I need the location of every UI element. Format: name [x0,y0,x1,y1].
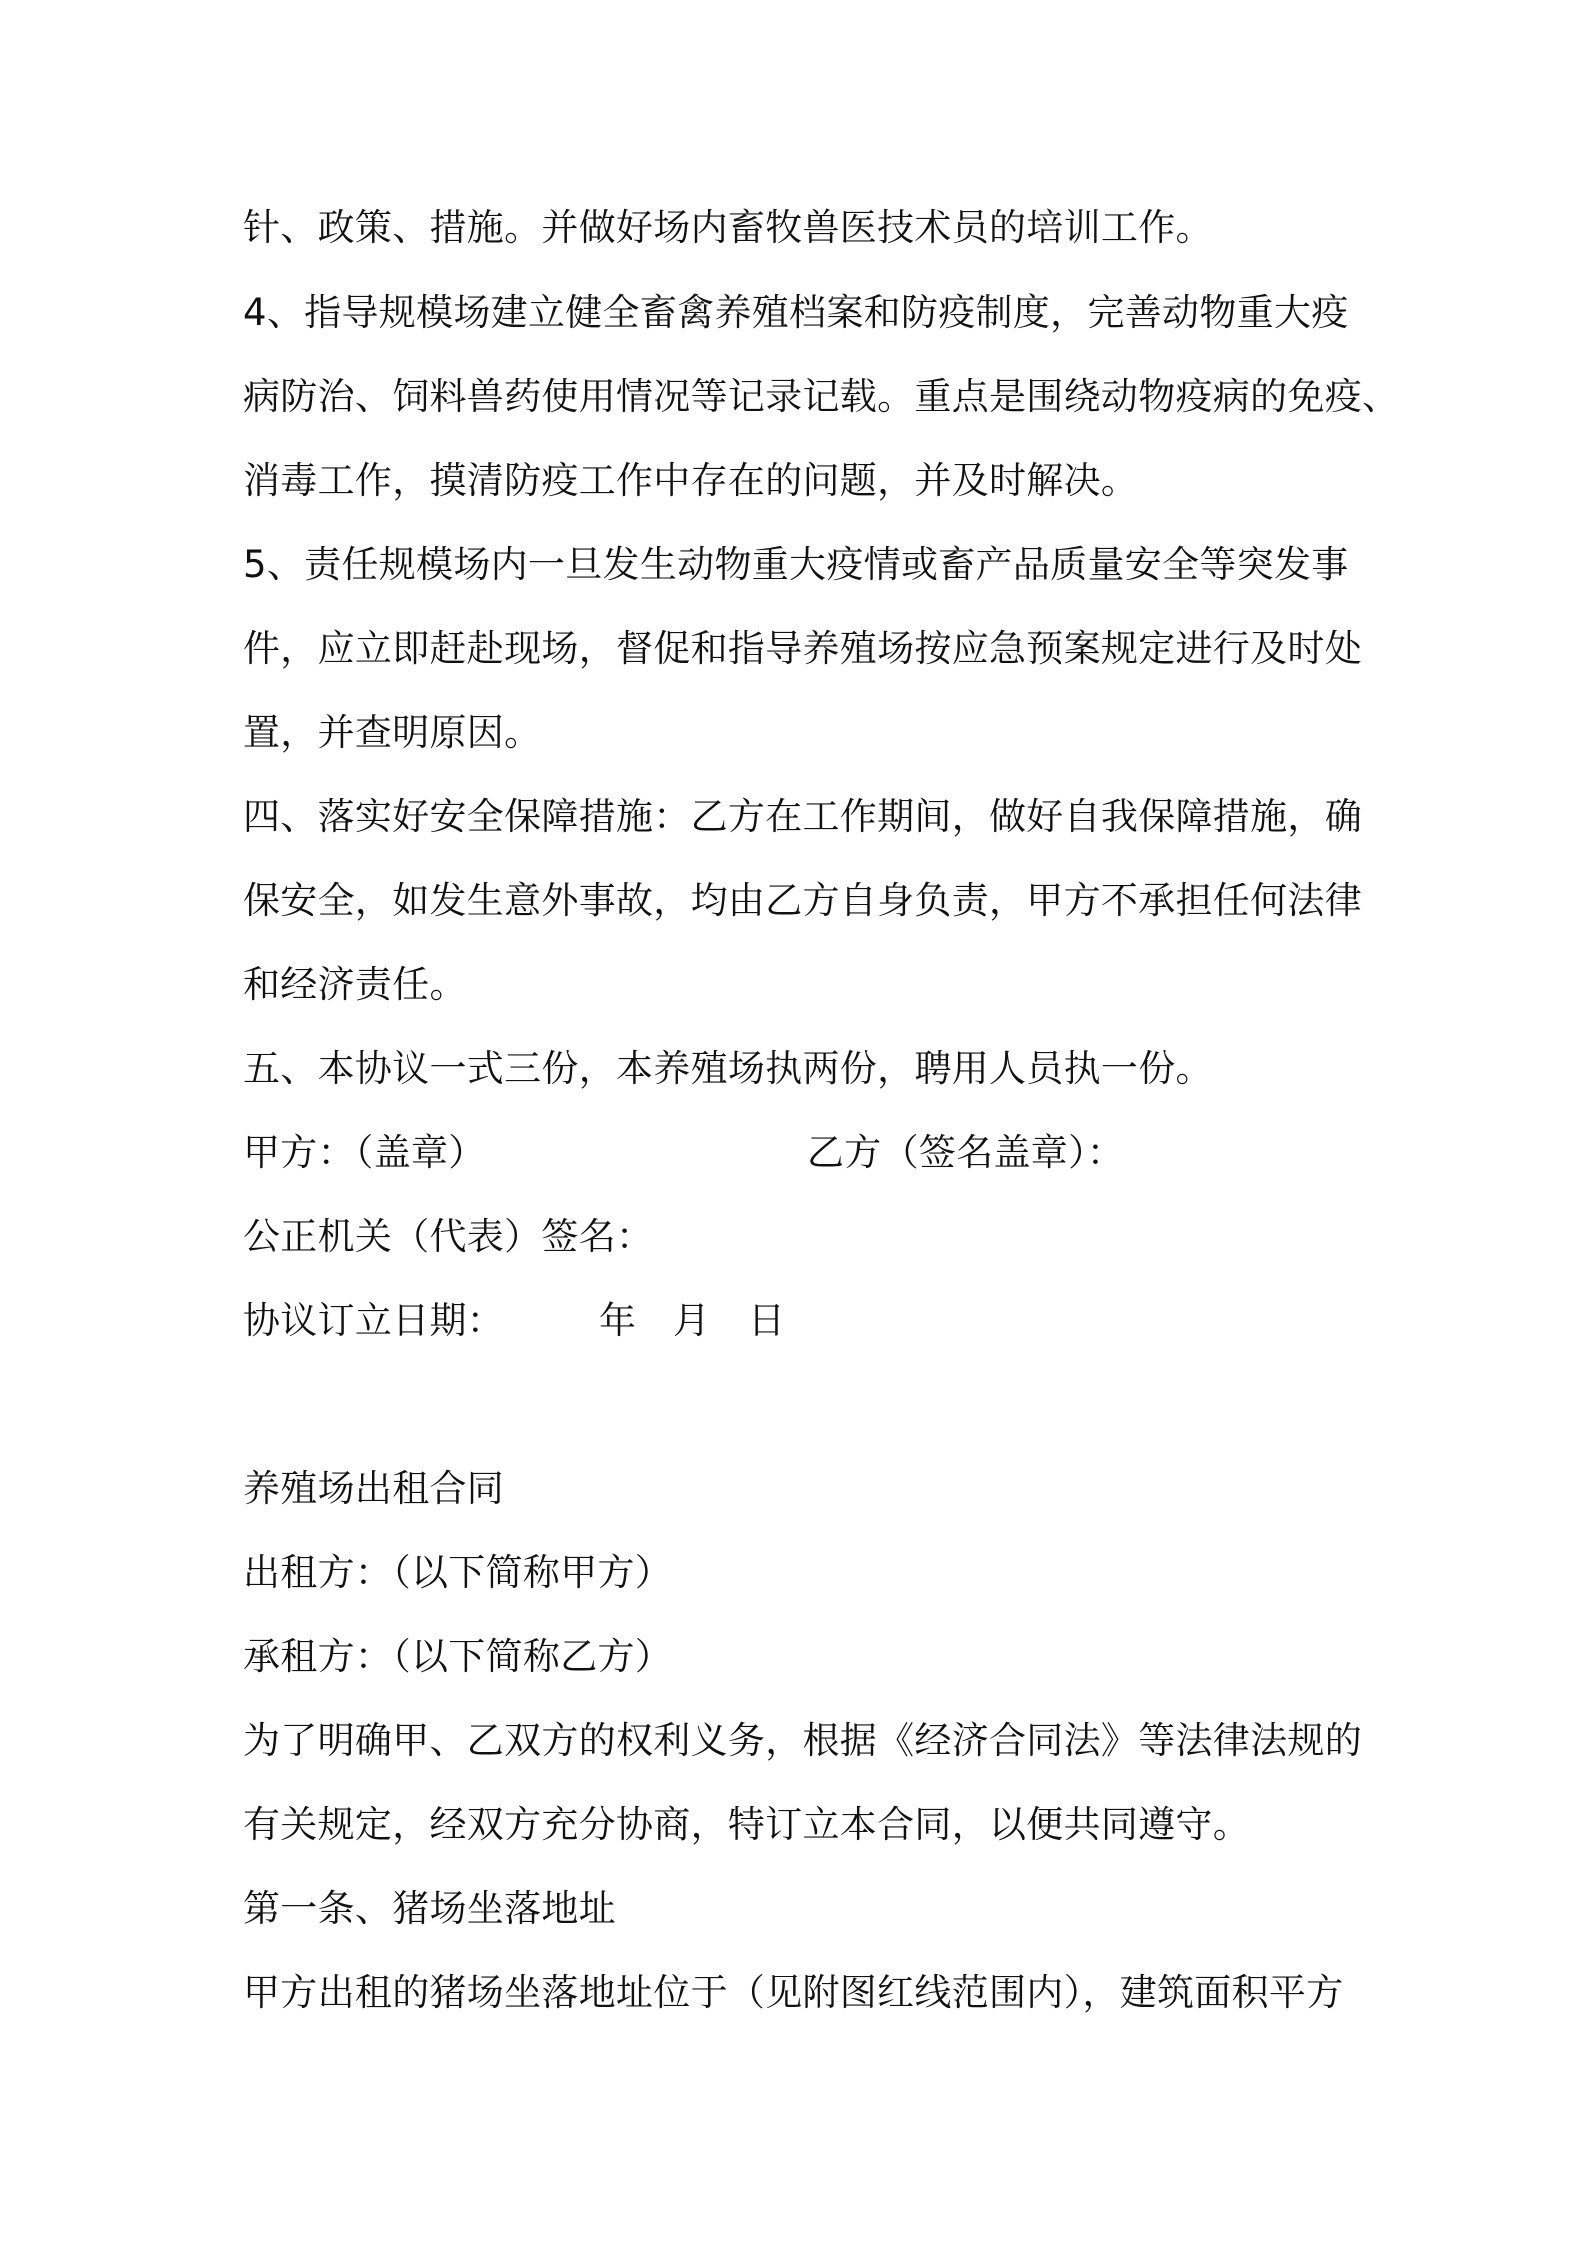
contract-title: 养殖场出租合同 [243,1467,505,1510]
date-label: 协议订立日期： [243,1299,505,1342]
date-month: 月 [673,1299,711,1342]
article-1-text: 甲方出租的猪场坐落地址位于（见附图红线范围内），建筑面积平方 [243,1971,1344,2014]
text-line: 五、本协议一式三份，本养殖场执两份，聘用人员执一份。 [243,1047,1213,1090]
text-line: 5、责任规模场内一旦发生动物重大疫情或畜产品质量安全等突发事 [243,543,1349,586]
preamble-line: 为了明确甲、乙双方的权利义务，根据《经济合同法》等法律法规的 [243,1719,1362,1762]
party-a-signature: 甲方：（盖章） [243,1131,486,1174]
text-line: 四、落实好安全保障措施：乙方在工作期间，做好自我保障措施，确 [243,795,1362,838]
preamble-line: 有关规定，经双方充分协商，特订立本合同，以便共同遵守。 [243,1803,1251,1846]
notary-signature: 公正机关（代表）签名： [243,1215,654,1258]
lessor-line: 出租方：（以下简称甲方） [243,1551,673,1594]
party-b-signature: 乙方（签名盖章）： [807,1131,1125,1174]
article-1-title: 第一条、猪场坐落地址 [243,1887,616,1930]
text-line: 件，应立即赶赴现场，督促和指导养殖场按应急预案规定进行及时处 [243,627,1362,670]
text-line: 和经济责任。 [243,963,467,1006]
signature-row [243,1128,1363,1178]
lessee-line: 承租方：（以下简称乙方） [243,1635,673,1678]
text-line: 针、政策、措施。并做好场内畜牧兽医技术员的培训工作。 [243,206,1213,249]
date-day: 日 [748,1299,786,1342]
text-line: 保安全，如发生意外事故，均由乙方自身负责，甲方不承担任何法律 [243,879,1362,922]
text-line: 消毒工作，摸清防疫工作中存在的问题，并及时解决。 [243,459,1139,502]
agreement-date-row [243,1296,1363,1346]
text-line: 置，并查明原因。 [243,711,542,754]
text-line: 4、指导规模场建立健全畜禽养殖档案和防疫制度，完善动物重大疫 [243,291,1349,334]
date-year: 年 [599,1299,637,1342]
text-line: 病防治、饲料兽药使用情况等记录记载。重点是围绕动物疫病的免疫、 [243,375,1400,418]
